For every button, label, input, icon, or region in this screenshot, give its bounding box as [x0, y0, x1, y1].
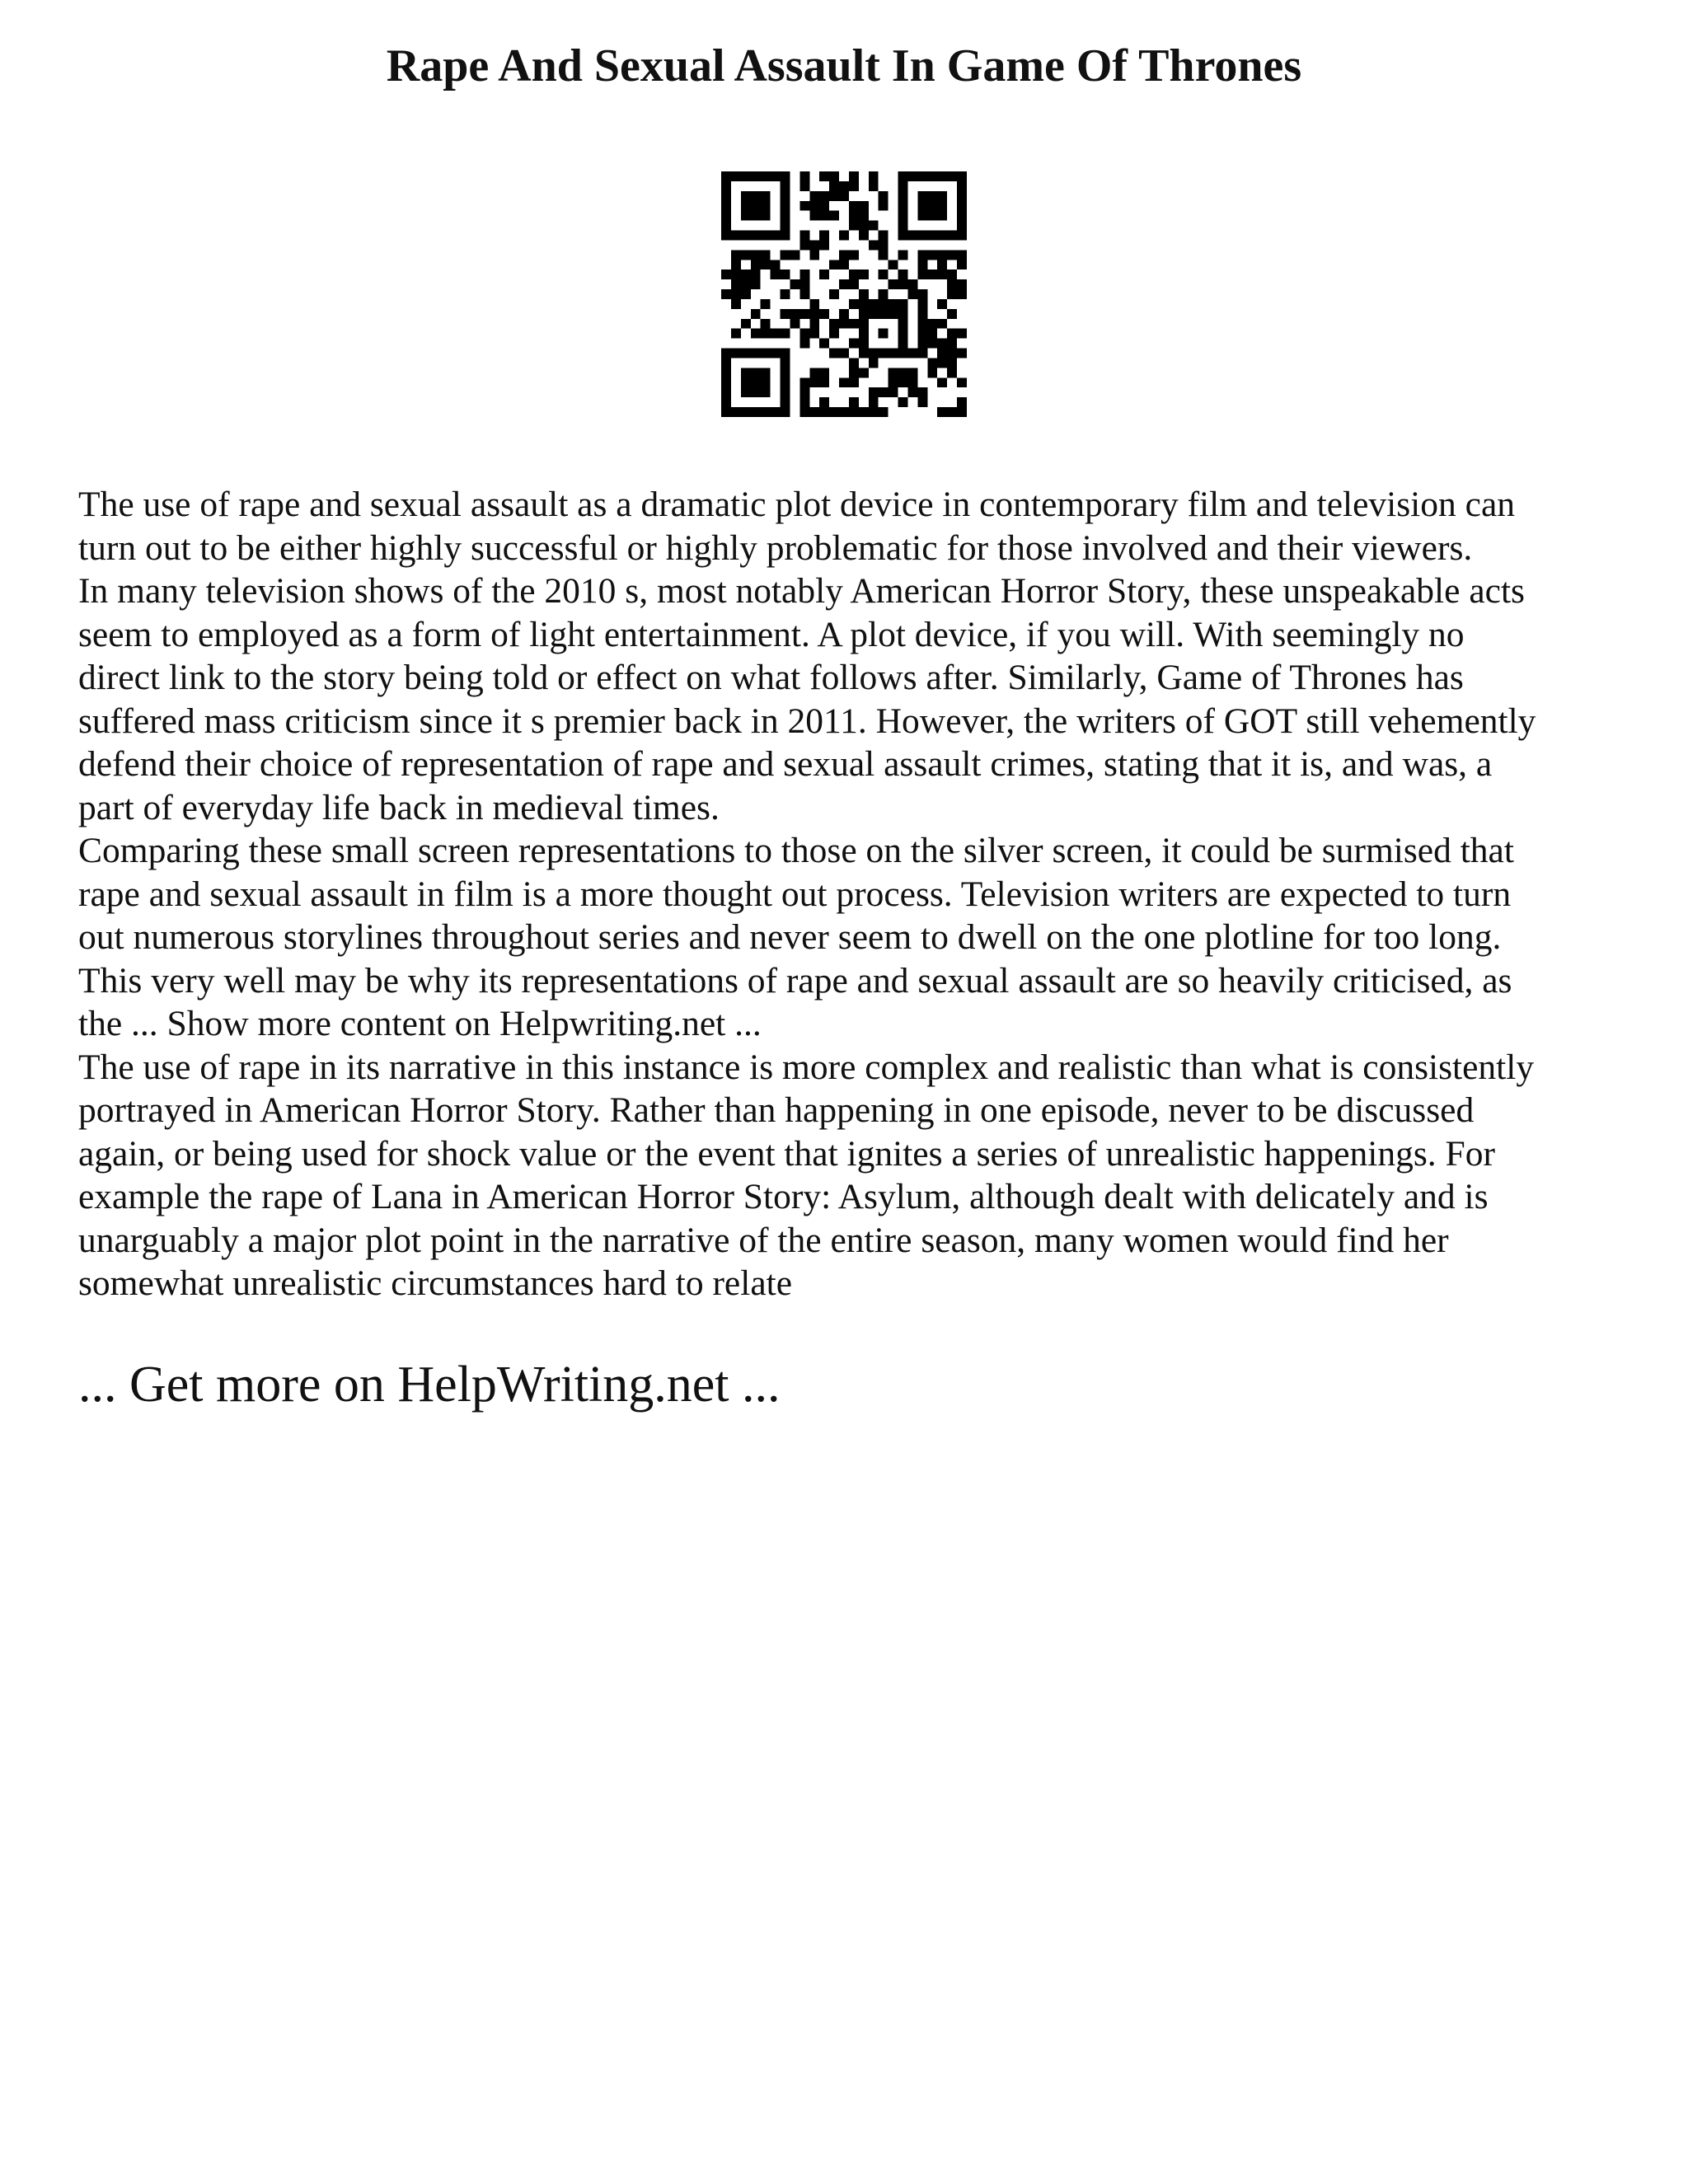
body-line: Comparing these small screen representations to those on the silver screen, it could be surmised that — [78, 831, 1514, 870]
get-more-link[interactable]: ... Get more on HelpWriting.net ... — [78, 1357, 781, 1413]
body-line: This very well may be why its representations of rape and sexual assault are so heavily criticised, as — [78, 960, 1512, 1001]
body-line: example the rape of Lana in American Horror Story: Asylum, although dealt with delicately and is — [78, 1177, 1489, 1216]
qr-code-icon[interactable] — [721, 171, 967, 417]
document-title: Rape And Sexual Assault In Game Of Thrones — [386, 40, 1302, 91]
body-line: portrayed in American Horror Story. Rather than happening in one episode, never to be discussed — [78, 1090, 1475, 1130]
body-line: defend their choice of representation of rape and sexual assault crimes, stating that it is, and was, a — [78, 744, 1493, 784]
body-line: out numerous storylines throughout series and never seem to dwell on the one plotline for too long. — [78, 917, 1502, 957]
body-line: turn out to be either highly successful or highly problematic for those involved and their viewers. — [78, 527, 1473, 568]
body-line: direct link to the story being told or effect on what follows after. Similarly, Game of Thrones has — [78, 658, 1464, 697]
body-line: seem to employed as a form of light entertainment. A plot device, if you will. With seemingly no — [78, 614, 1465, 654]
body-line: again, or being used for shock value or the event that ignites a series of unrealistic happenings. For — [78, 1133, 1495, 1174]
body-line: The use of rape and sexual assault as a dramatic plot device in contemporary film and television can — [78, 485, 1515, 524]
article-body — [78, 483, 1620, 1305]
body-line: The use of rape in its narrative in this instance is more complex and realistic than what is consistently — [78, 1047, 1535, 1087]
body-line: suffered mass criticism since it s premier back in 2011. However, the writers of GOT still vehemently — [78, 701, 1536, 741]
show-more-link[interactable]: the ... Show more content on Helpwriting.net ... — [78, 1004, 762, 1043]
body-line: In many television shows of the 2010 s, most notably American Horror Story, these unspeakable acts — [78, 571, 1525, 611]
body-line: part of everyday life back in medieval times. — [78, 787, 720, 827]
body-line: somewhat unrealistic circumstances hard to relate — [78, 1263, 793, 1303]
body-line: unarguably a major plot point in the narrative of the entire season, many women would find her — [78, 1220, 1449, 1260]
body-line: rape and sexual assault in film is a more thought out process. Television writers are expected to turn — [78, 874, 1512, 914]
